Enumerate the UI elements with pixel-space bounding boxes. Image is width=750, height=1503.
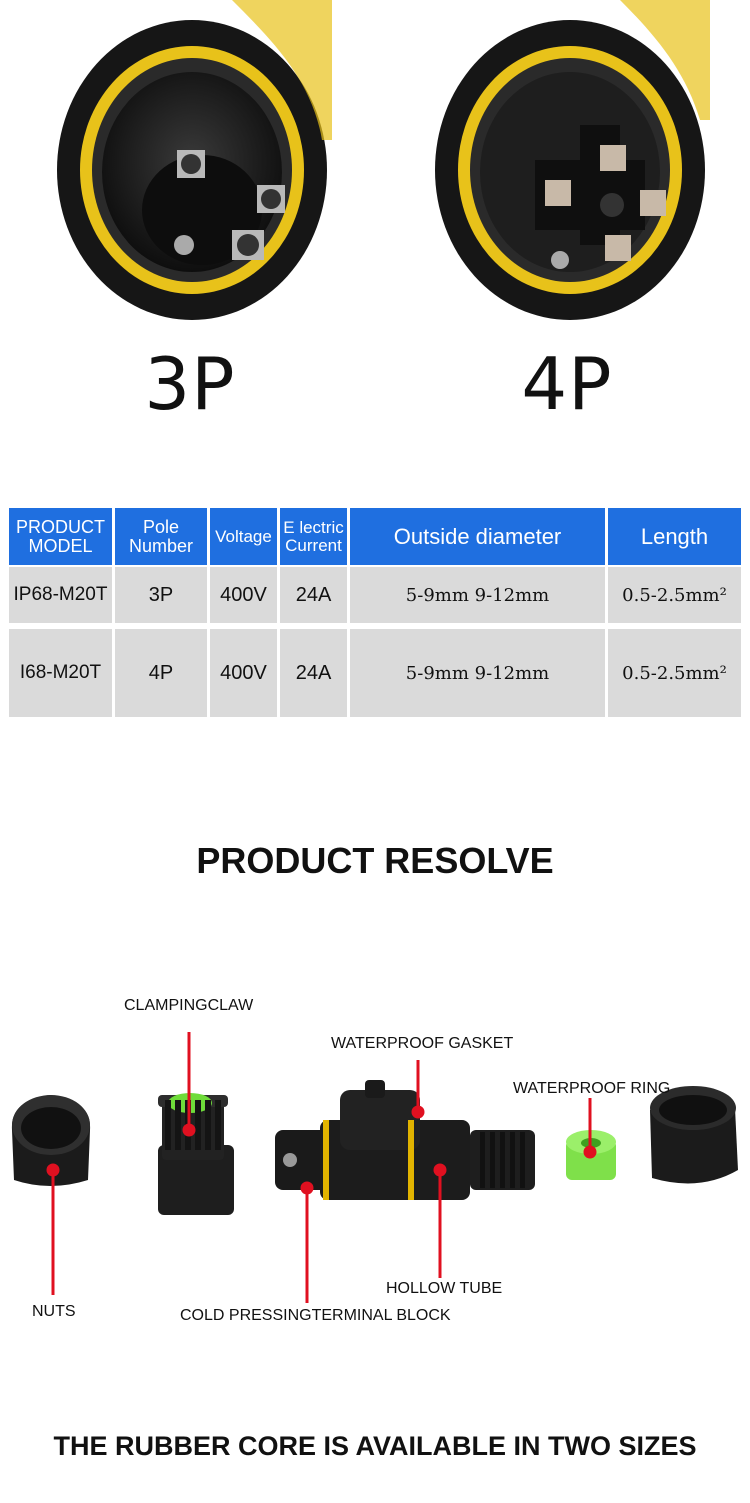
label-waterproof-ring: WATERPROOF RING — [513, 1080, 671, 1097]
label-waterproof-gasket: WATERPROOF GASKET — [331, 1035, 514, 1052]
label-nuts: NUTS — [32, 1303, 76, 1320]
table-row — [9, 567, 741, 629]
product-resolve-title: PRODUCT RESOLVE — [196, 840, 554, 881]
label-hollow-tube: HOLLOW TUBE — [386, 1280, 503, 1297]
cell-model: I68-M20T — [9, 629, 115, 717]
connector-3p-photo — [52, 0, 332, 320]
terminal-body-part — [275, 1080, 535, 1200]
header-outside-diameter — [350, 508, 608, 567]
table-row — [9, 629, 741, 717]
header-length — [608, 508, 741, 567]
spec-table — [9, 508, 741, 717]
cell-model: IP68-M20T — [9, 567, 115, 629]
header-voltage — [210, 508, 280, 567]
pole-label-4p: 4P — [521, 342, 613, 426]
pole-label-3p: 3P — [144, 342, 236, 426]
header-pole-line2: Number — [128, 535, 194, 556]
footer-title: THE RUBBER CORE IS AVAILABLE IN TWO SIZES — [53, 1431, 697, 1461]
cell-length: 0.5-2.5mm² — [608, 567, 741, 629]
header-model-line1: PRODUCT — [16, 516, 105, 537]
cell-diameter: 5-9mm 9-12mm — [350, 629, 608, 717]
header-model-line2: MODEL — [28, 535, 93, 556]
cell-voltage: 400V — [210, 567, 280, 629]
header-voltage-label: Voltage — [215, 527, 272, 547]
connector-4p-photo — [430, 0, 710, 320]
header-current-line1: E lectric — [283, 517, 344, 537]
cell-voltage: 400V — [210, 629, 280, 717]
header-electric-current — [280, 508, 350, 567]
header-product-model — [9, 508, 115, 567]
nut-right-part — [650, 1086, 738, 1183]
table-header-row — [9, 508, 741, 567]
header-pole-number — [115, 508, 210, 567]
exploded-view-diagram — [0, 960, 750, 1340]
label-clamping-claw: CLAMPINGCLAW — [124, 997, 254, 1014]
cell-pole: 4P — [115, 629, 210, 717]
cell-current: 24A — [280, 629, 350, 717]
header-diameter-label: Outside diameter — [393, 523, 562, 549]
cell-diameter: 5-9mm 9-12mm — [350, 567, 608, 629]
cell-current: 24A — [280, 567, 350, 629]
cell-pole: 3P — [115, 567, 210, 629]
header-length-label: Length — [640, 523, 709, 549]
cell-length: 0.5-2.5mm² — [608, 629, 741, 717]
header-current-line2: Current — [285, 535, 342, 555]
header-pole-line1: Pole — [142, 516, 180, 537]
clamping-claw-part — [158, 1093, 234, 1215]
label-terminal-block: COLD PRESSINGTERMINAL BLOCK — [180, 1307, 451, 1324]
